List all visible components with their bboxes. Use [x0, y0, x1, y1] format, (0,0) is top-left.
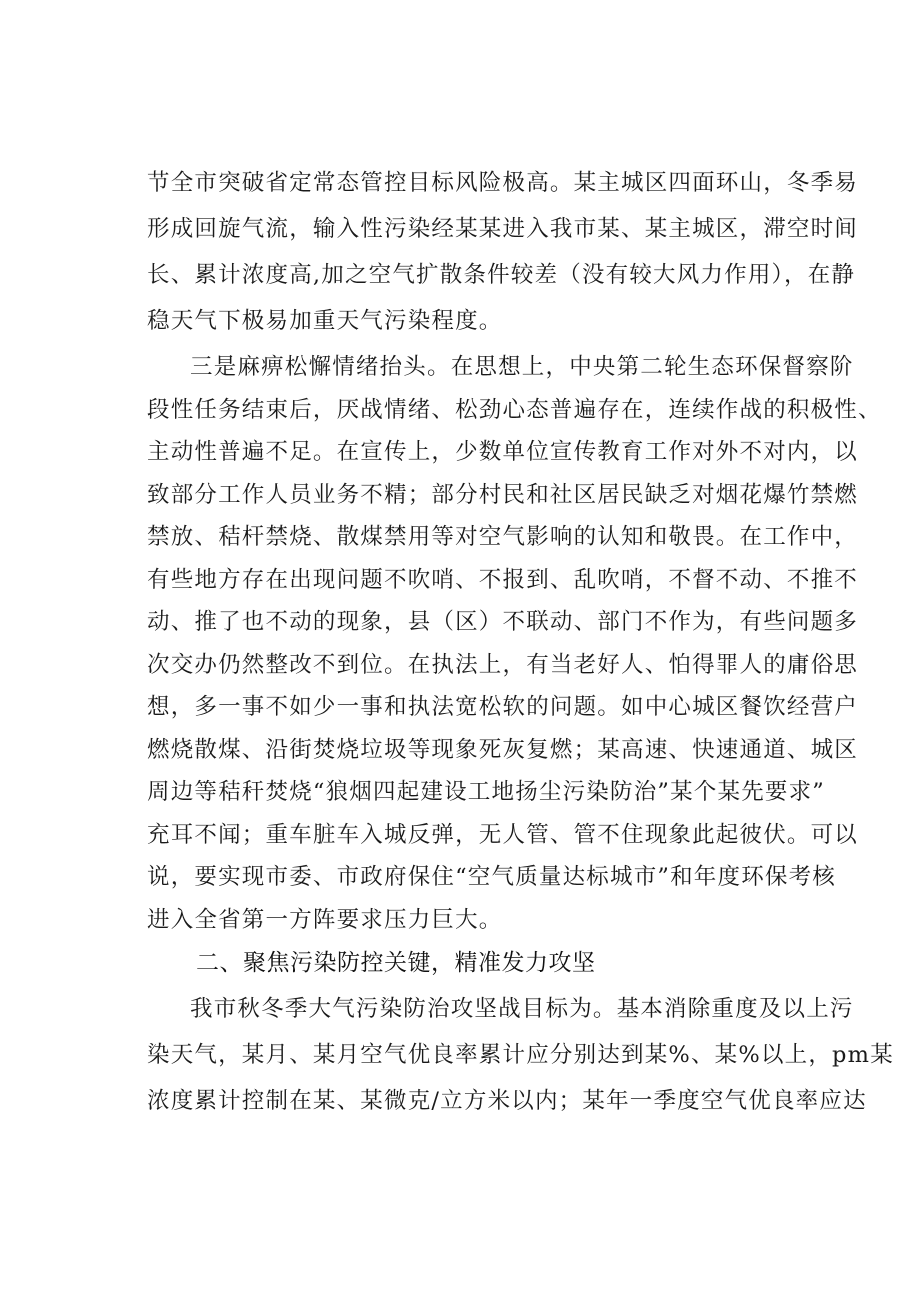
paragraph-2-line: 说，要实现市委、市政府保住“空气质量达标城市”和年度环保考核 [147, 864, 837, 890]
paragraph-3-line: 我市秋冬季大气污染防治攻坚战目标为。基本消除重度及以上污 [190, 996, 854, 1022]
section-heading: 二、聚焦污染防控关键，精准发力攻坚 [196, 950, 596, 976]
paragraph-2-line: 三是麻痹松懈情绪抬头。在思想上，中央第二轮生态环保督察阶 [190, 354, 854, 380]
paragraph-2-line: 有些地方存在出现问题不吹哨、不报到、乱吹哨，不督不动、不推不 [147, 567, 859, 593]
paragraph-2-line: 禁放、秸杆禁烧、散煤禁用等对空气影响的认知和敬畏。在工作中， [147, 524, 859, 550]
paragraph-1-line: 节全市突破省定常态管控目标风险极高。某主城区四面环山，冬季易 [147, 170, 859, 196]
paragraph-2-line: 动、推了也不动的现象，县（区）不联动、部门不作为，有些问题多 [147, 609, 859, 635]
paragraph-2-line: 段性任务结束后，厌战情绪、松劲心态普遍存在，连续作战的积极性、 [147, 397, 882, 423]
paragraph-2-line: 进入全省第一方阵要求压力巨大。 [147, 907, 503, 933]
paragraph-2-line: 充耳不闻；重车脏车入城反弹，无人管、管不住现象此起彼伏。可以 [147, 822, 859, 848]
paragraph-1-line: 形成回旋气流，输入性污染经某某进入我市某、某主城区，滞空时间 [147, 216, 859, 242]
paragraph-3-line: 染天气，某月、某月空气优良率累计应分别达到某%、某%以上，pm某 [147, 1042, 894, 1068]
paragraph-1-line: 长、累计浓度高,加之空气扩散条件较差（没有较大风力作用），在静 [147, 262, 856, 288]
paragraph-2-line: 主动性普遍不足。在宣传上，少数单位宣传教育工作对外不对内，以 [147, 439, 859, 465]
paragraph-2-line: 想，多一事不如少一事和执法宽松软的问题。如中心城区餐饮经营户 [147, 694, 859, 720]
paragraph-3-line: 浓度累计控制在某、某微克/立方米以内；某年一季度空气优良率应达 [147, 1088, 867, 1114]
paragraph-2-line: 燃烧散煤、沿街焚烧垃圾等现象死灰复燃；某高速、快速通道、城区 [147, 737, 859, 763]
paragraph-2-line: 致部分工作人员业务不精；部分村民和社区居民缺乏对烟花爆竹禁燃 [147, 482, 859, 508]
paragraph-2-line: 次交办仍然整改不到位。在执法上，有当老好人、怕得罪人的庸俗思 [147, 652, 859, 678]
paragraph-2-line: 周边等秸秆焚烧“狼烟四起建设工地扬尘污染防治”某个某先要求” [147, 779, 826, 805]
paragraph-1-line: 稳天气下极易加重天气污染程度。 [147, 308, 503, 334]
